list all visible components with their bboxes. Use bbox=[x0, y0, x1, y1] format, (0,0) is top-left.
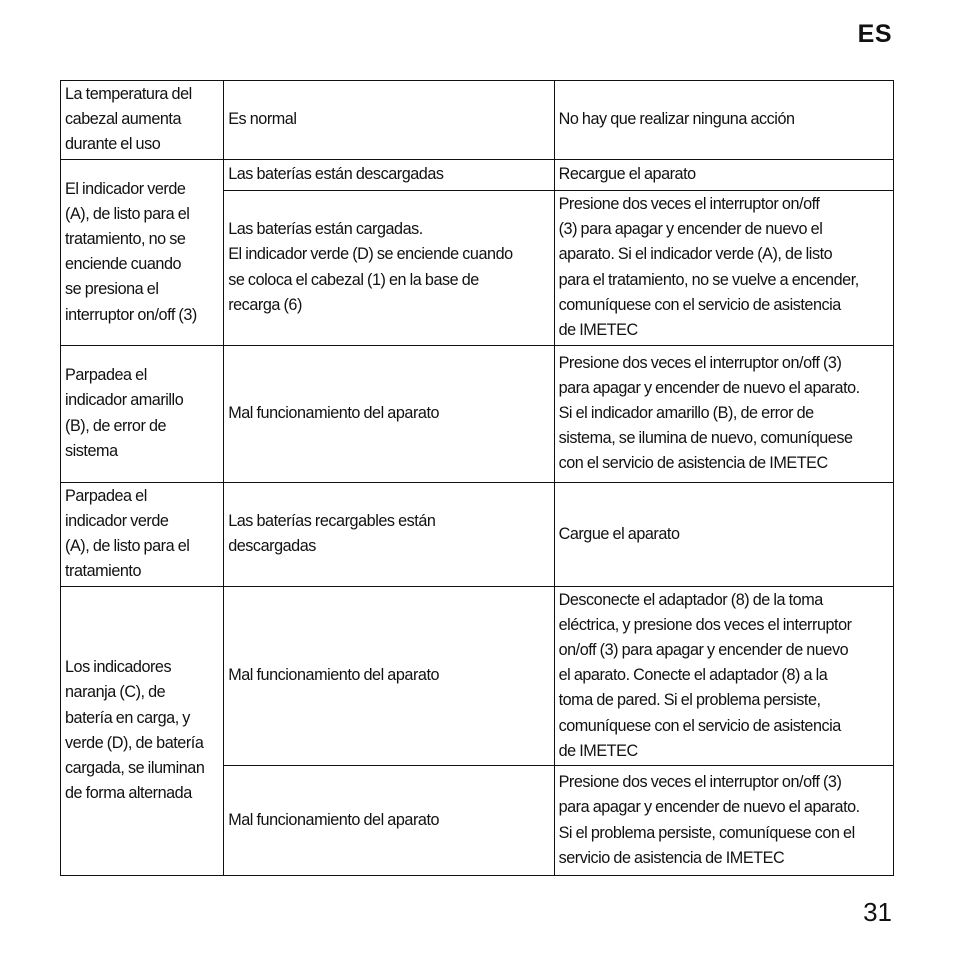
table-row bbox=[61, 482, 894, 586]
problem-cell: Parpadea el indicador verde (A), de listo para el tratamiento bbox=[61, 482, 224, 586]
solution-cell: Presione dos veces el interruptor on/off (3) para apagar y encender de nuevo el aparato. Si el indicador verde (A), de listo para el tratamiento, no se vuelve a encender, comuníquese con el servicio de asistencia de IMETEC bbox=[554, 190, 893, 345]
language-code: ES bbox=[857, 20, 892, 48]
problem-cell: El indicador verde (A), de listo para el tratamiento, no se enciende cuando se presiona el interruptor on/off (3) bbox=[61, 159, 224, 345]
cause-cell: Las baterías están descargadas bbox=[224, 159, 554, 190]
problem-cell: Los indicadores naranja (C), de batería en carga, y verde (D), de batería cargada, se iluminan de forma alternada bbox=[61, 586, 224, 875]
cause-cell: Mal funcionamiento del aparato bbox=[224, 345, 554, 482]
problem-cell: La temperatura del cabezal aumenta durante el uso bbox=[61, 81, 224, 160]
page-number: 31 bbox=[863, 897, 892, 927]
solution-cell: Presione dos veces el interruptor on/off (3) para apagar y encender de nuevo el aparato. Si el problema persiste, comuníquese con el servicio de asistencia de IMETEC bbox=[554, 766, 893, 876]
cause-cell: Mal funcionamiento del aparato bbox=[224, 766, 554, 876]
table-row bbox=[61, 159, 894, 190]
cause-cell: Mal funcionamiento del aparato bbox=[224, 586, 554, 765]
cause-cell: Es normal bbox=[224, 81, 554, 160]
solution-cell: Desconecte el adaptador (8) de la toma eléctrica, y presione dos veces el interruptor on/off (3) para apagar y encender de nuevo el aparato. Conecte el adaptador (8) a la toma de pared. Si el problema persiste, comuníquese con el servicio de asistencia de IMETEC bbox=[554, 586, 893, 765]
table-row bbox=[61, 345, 894, 482]
cause-cell: Las baterías están cargadas. El indicador verde (D) se enciende cuando se coloca el cabezal (1) en la base de recarga (6) bbox=[224, 190, 554, 345]
troubleshooting-table bbox=[60, 80, 894, 876]
cause-cell: Las baterías recargables están descargadas bbox=[224, 482, 554, 586]
solution-cell: Recargue el aparato bbox=[554, 159, 893, 190]
table-row bbox=[61, 586, 894, 765]
solution-cell: No hay que realizar ninguna acción bbox=[554, 81, 893, 160]
table-row bbox=[61, 81, 894, 160]
solution-cell: Presione dos veces el interruptor on/off (3) para apagar y encender de nuevo el aparato. Si el indicador amarillo (B), de error de sistema, se ilumina de nuevo, comuníquese con el servicio de asistencia de IMETEC bbox=[554, 345, 893, 482]
solution-cell: Cargue el aparato bbox=[554, 482, 893, 586]
problem-cell: Parpadea el indicador amarillo (B), de error de sistema bbox=[61, 345, 224, 482]
